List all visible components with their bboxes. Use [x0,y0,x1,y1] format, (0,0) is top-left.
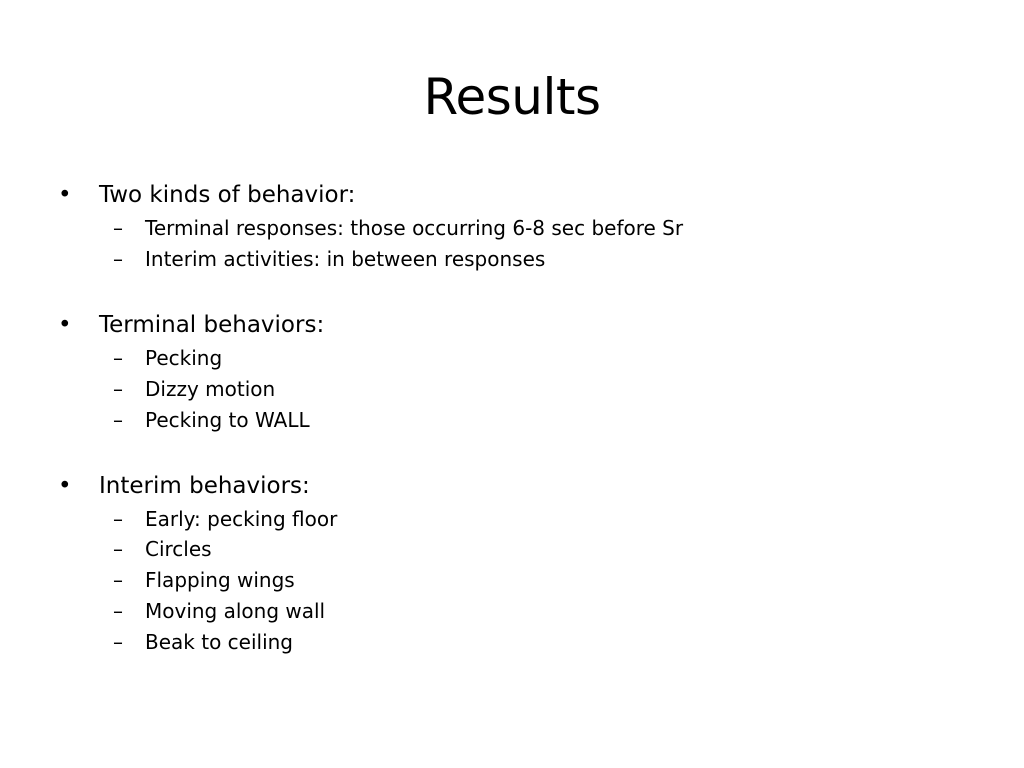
bullet-heading: Two kinds of behavior: [99,182,356,208]
sub-item-text: Circles [145,537,212,561]
sub-item-text: Pecking to WALL [145,408,310,432]
dash-icon: – [113,537,123,561]
bullet-dot-icon: • [58,312,72,338]
sub-item-text: Early: pecking floor [145,507,338,531]
bullet-heading: Terminal behaviors: [99,312,325,338]
sub-item-text: Flapping wings [145,568,295,592]
dash-icon: – [113,377,123,401]
dash-icon: – [113,408,123,432]
sub-item-text: Moving along wall [145,599,326,623]
slide-title: Results [423,68,601,126]
dash-icon: – [113,247,123,271]
bullet-dot-icon: • [58,182,72,208]
sub-item-text: Beak to ceiling [145,630,293,654]
bullet-dot-icon: • [58,473,72,499]
sub-item-text: Terminal responses: those occurring 6-8 sec before Sr [145,216,684,240]
dash-icon: – [113,216,123,240]
dash-icon: – [113,346,123,370]
dash-icon: – [113,630,123,654]
dash-icon: – [113,568,123,592]
bullet-heading: Interim behaviors: [99,473,310,499]
sub-item-text: Dizzy motion [145,377,276,401]
sub-item-text: Pecking [145,346,223,370]
sub-item-text: Interim activities: in between responses [145,247,546,271]
dash-icon: – [113,507,123,531]
dash-icon: – [113,599,123,623]
